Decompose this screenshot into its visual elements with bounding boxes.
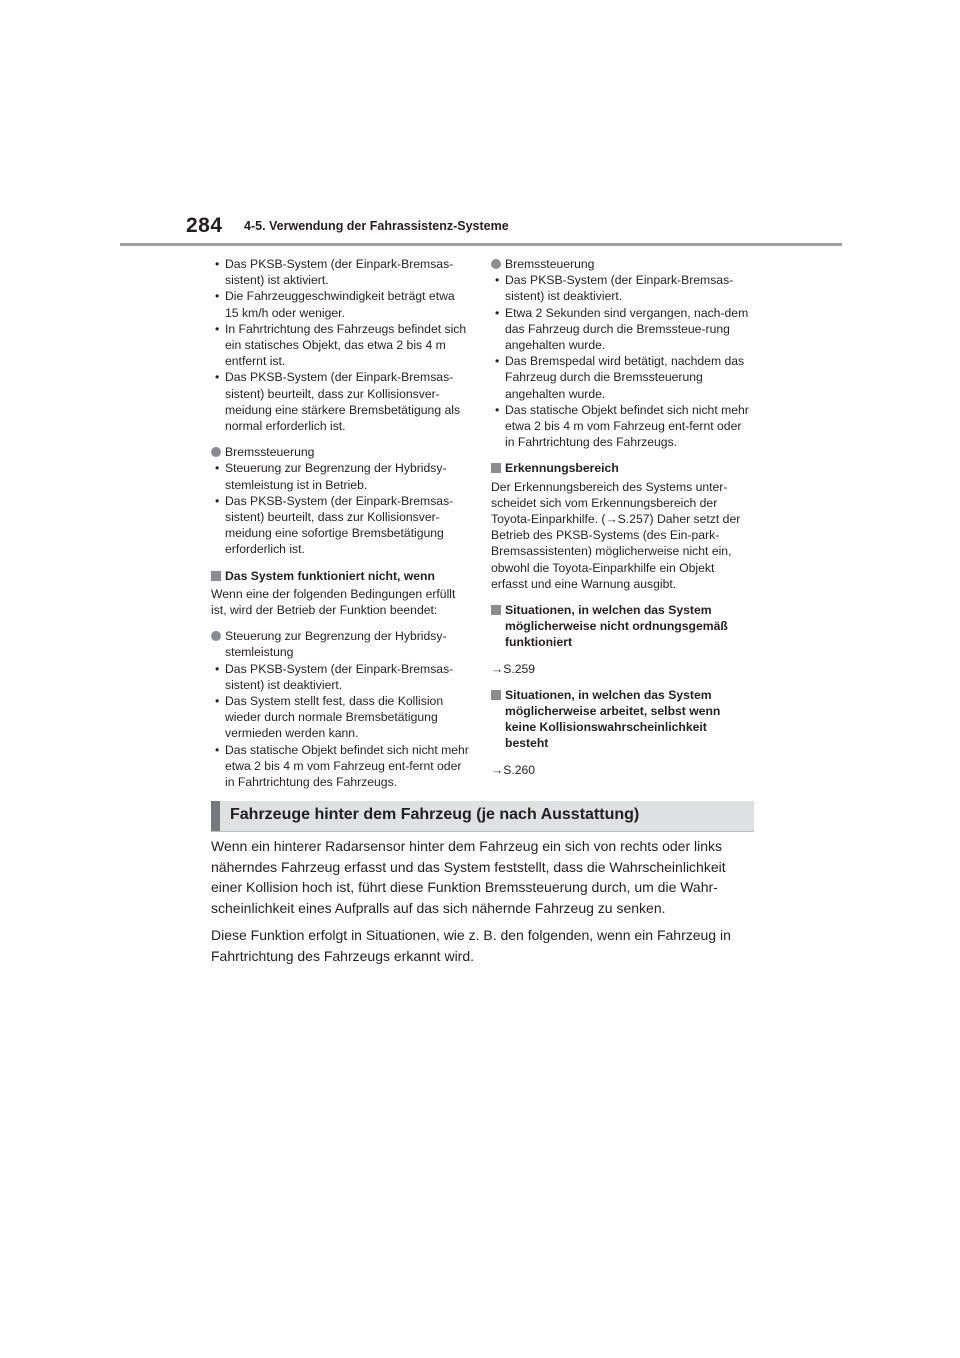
circle-bullet-icon [211, 631, 221, 641]
heading-text: Situationen, in welchen das System möglicherweise arbeitet, selbst wenn keine Kollisionswahrscheinlichkeit besteht [505, 687, 721, 751]
block-title: Steuerung zur Begrenzung der Hybridsy-stemleistung [225, 629, 447, 660]
detection-heading [491, 460, 753, 476]
block-title: Bremssteuerung [225, 445, 315, 460]
list-item: • Das Bremspedal wird betätigt, nachdem das Fahrzeug durch die Bremssteuerung angehalten wurde. [491, 353, 753, 402]
paragraph: Wenn ein hinterer Radarsensor hinter dem Fahrzeug ein sich von rechts oder links näherndes Fahrzeug erfasst und das System feststellt, dass die Wahrscheinlichkeit einer Kollision hoch ist, führt diese Funktion Bremssteuerung durch, um die Wahr-scheinlichkeit eines Aufpralls auf das sich nähernde Fahrzeug zu senken. [211, 838, 726, 916]
list-item: • Das PKSB-System (der Einpark-Bremsas-sistent) beurteilt, dass zur Kollisionsver-meidung eine stärkere Bremsbetätigung als normal erforderlich ist. [211, 369, 469, 434]
heading-text: Das System funktioniert nicht, wenn [225, 568, 435, 583]
section-banner [211, 801, 754, 832]
chapter-title: 4-5. Verwendung der Fahrassistenz-Systeme [244, 219, 509, 233]
detection-text: Der Erkennungsbereich des Systems unter-scheidet sich vom Erkennungsbereich der Toyota-Einparkhilfe. (→S.257) Daher setzt der Betrieb des PKSB-Systems (des Ein-park-Bremsassistenten) möglicherweise nicht ein, obwohl die Toyota-Einparkhilfe ein Objekt erfasst und eine Warnung ausgibt. [491, 479, 741, 591]
list-item: • Das statische Objekt befindet sich nicht mehr etwa 2 bis 4 m vom Fahrzeug ent-fernt oder in Fahrtrichtung des Fahrzeugs. [491, 402, 753, 451]
list-item: • Das PKSB-System (der Einpark-Bremsas-sistent) ist deaktiviert. [211, 661, 469, 693]
heading-text: Erkennungsbereich [505, 461, 619, 476]
list-item: • Das statische Objekt befindet sich nicht mehr etwa 2 bis 4 m vom Fahrzeug ent-fernt oder in Fahrtrichtung des Fahrzeugs. [211, 742, 469, 791]
brake-control-block [491, 256, 753, 272]
paragraph: Diese Funktion erfolgt in Situationen, wie z. B. den folgenden, wenn ein Fahrzeug in Fahrtrichtung des Fahrzeugs erkannt wird. [211, 927, 731, 964]
list-item: • Etwa 2 Sekunden sind vergangen, nach-dem das Fahrzeug durch die Bremssteue-rung angehalten wurde. [491, 305, 753, 354]
block-title: Bremssteuerung [505, 257, 595, 271]
page-reference-link[interactable]: →S.260 [491, 762, 536, 777]
not-working-text: Wenn eine der folgenden Bedingungen erfüllt ist, wird der Betrieb der Funktion beendet: [211, 586, 456, 618]
list-item: • Das PKSB-System (der Einpark-Bremsas-sistent) ist deaktiviert. [491, 272, 753, 304]
list-item: • Das PKSB-System (der Einpark-Bremsas-sistent) ist aktiviert. [211, 256, 469, 288]
circle-bullet-icon [211, 447, 221, 457]
brake-control-block [211, 444, 469, 460]
banner-accent-bar [211, 801, 220, 831]
list-item: • Steuerung zur Begrenzung der Hybridsy-stemleistung ist in Betrieb. [211, 460, 469, 492]
square-bullet-icon [491, 463, 501, 473]
square-bullet-icon [211, 571, 221, 581]
list-item: • Die Fahrzeuggeschwindigkeit beträgt etwa 15 km/h oder weniger. [211, 288, 469, 320]
section-body [211, 836, 756, 973]
page-number: 284 [186, 214, 223, 237]
list-item: • Das PKSB-System (der Einpark-Bremsas-sistent) beurteilt, dass zur Kollisionsver-meidung eine sofortige Bremsbetätigung erforderlich ist. [211, 493, 469, 558]
heading-text: Situationen, in welchen das System möglicherweise nicht ordnungsgemäß funktioniert [505, 603, 728, 650]
right-column [491, 256, 753, 778]
square-bullet-icon [491, 605, 501, 615]
page-header [0, 0, 960, 250]
unwanted-operation-heading [491, 687, 753, 752]
section-title: Fahrzeuge hinter dem Fahrzeug (je nach Ausstattung) [230, 806, 640, 823]
list-item: • In Fahrtrichtung des Fahrzeugs befindet sich ein statisches Objekt, das etwa 2 bis 4 m entfernt ist. [211, 321, 469, 370]
circle-bullet-icon [491, 259, 501, 269]
page-reference-link[interactable]: →S.259 [491, 661, 536, 676]
not-working-heading [211, 568, 469, 584]
header-divider [120, 243, 842, 246]
malfunction-heading [491, 602, 753, 651]
left-column [211, 256, 469, 790]
square-bullet-icon [491, 690, 501, 700]
limit-control-block [211, 628, 469, 660]
list-item: • Das System stellt fest, dass die Kollision wieder durch normale Bremsbetätigung vermieden werden kann. [211, 693, 469, 742]
